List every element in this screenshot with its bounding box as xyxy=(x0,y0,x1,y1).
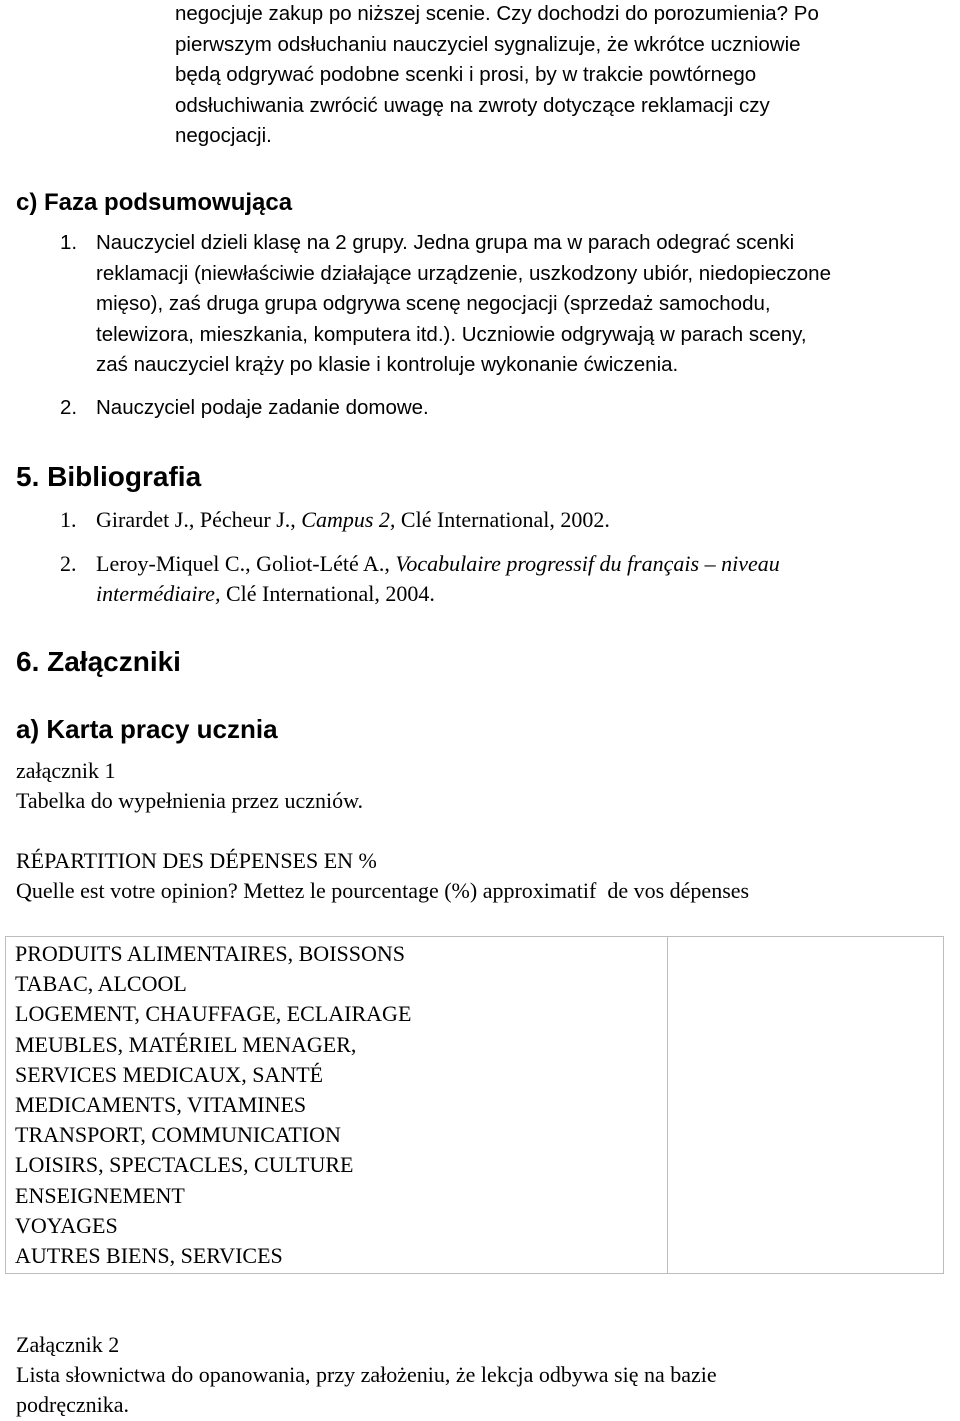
intro-line: pierwszym odsłuchaniu nauczyciel sygnalizuje, że wkrótce uczniowie xyxy=(175,32,801,56)
intro-line: będą odgrywać podobne scenki i prosi, by w trakcie powtórnego xyxy=(175,63,757,86)
percentage-input-cell[interactable] xyxy=(668,937,944,1274)
category-item: SERVICES MEDICAUX, SANTÉ xyxy=(15,1061,324,1087)
bibliography-heading: 5. Bibliografia xyxy=(16,461,202,492)
summary-item-line: mięso), zaś druga grupa odgrywa scenę negocjacji (sprzedaż samochodu, xyxy=(96,292,771,315)
category-item: VOYAGES xyxy=(15,1212,118,1238)
bib-publisher: Clé International, 2004. xyxy=(225,581,435,606)
summary-item-line: telewizora, mieszkania, komputera itd.). Uczniowie odgrywają w parach sceny, xyxy=(96,322,807,346)
bibliography-entry-cont xyxy=(96,579,960,609)
worksheet-heading: a) Karta pracy ucznia xyxy=(16,714,278,744)
category-item: MEDICAMENTS, VITAMINES xyxy=(15,1092,307,1118)
table-title: RÉPARTITION DES DÉPENSES EN % xyxy=(16,848,377,873)
attachment-2-line: Lista słownictwa do opanowania, przy założeniu, że lekcja odbywa się na bazie xyxy=(16,1362,717,1387)
bib-authors: Leroy-Miquel C., Goliot-Lété A., xyxy=(96,551,390,576)
intro-line: negocjuje zakup po niższej scenie. Czy dochodzi do porozumienia? Po xyxy=(175,2,819,25)
list-number: 2. xyxy=(60,551,77,576)
attachment-2-label: Załącznik 2 xyxy=(16,1332,120,1357)
bib-title: Vocabulaire progressif du français – niveau xyxy=(395,551,780,576)
attachments-heading: 6. Załączniki xyxy=(16,646,181,677)
intro-line: negocjacji. xyxy=(175,124,272,147)
expenses-table xyxy=(5,936,944,1274)
categories-cell xyxy=(6,937,668,1274)
summary-item-line: Nauczyciel podaje zadanie domowe. xyxy=(96,396,429,419)
category-item: TRANSPORT, COMMUNICATION xyxy=(15,1122,341,1148)
category-item: LOGEMENT, CHAUFFAGE, ECLAIRAGE xyxy=(15,1001,412,1027)
category-item: MEUBLES, MATÉRIEL MENAGER, xyxy=(15,1031,357,1057)
bib-publisher: Clé International, 2002. xyxy=(400,507,610,532)
table-row xyxy=(6,937,944,1274)
intro-paragraph xyxy=(175,0,960,152)
attachment-1-description: Tabelka do wypełnienia przez uczniów. xyxy=(16,788,364,813)
intro-line: odsłuchiwania zwrócić uwagę na zwroty dotyczące reklamacji czy xyxy=(175,93,770,117)
category-item: TABAC, ALCOOL xyxy=(15,971,187,997)
category-item: PRODUITS ALIMENTAIRES, BOISSONS xyxy=(15,941,406,966)
list-number: 2. xyxy=(60,396,78,419)
category-item: ENSEIGNEMENT xyxy=(15,1182,185,1208)
summary-item-line: zaś nauczyciel krąży po klasie i kontroluje wykonanie ćwiczenia. xyxy=(96,353,679,376)
bibliography-entry xyxy=(96,505,960,535)
attachment-1-label: załącznik 1 xyxy=(16,758,116,783)
bibliography-entry xyxy=(96,549,960,579)
list-number: 1. xyxy=(60,507,77,532)
summary-item-line: Nauczyciel dzieli klasę na 2 grupy. Jedna grupa ma w parach odegrać scenki xyxy=(96,231,795,254)
bib-authors: Girardet J., Pécheur J., xyxy=(96,507,296,532)
list-number: 1. xyxy=(60,231,78,254)
table-question: Quelle est votre opinion? Mettez le pourcentage (%) approximatif de vos dépenses xyxy=(16,878,750,903)
category-item: LOISIRS, SPECTACLES, CULTURE xyxy=(15,1152,354,1178)
bib-title-cont: intermédiaire, xyxy=(96,581,221,606)
category-item: AUTRES BIENS, SERVICES xyxy=(15,1243,283,1269)
summary-heading: c) Faza podsumowująca xyxy=(16,189,293,216)
summary-item-line: reklamacji (niewłaściwie działające urządzenie, uszkodzony ubiór, niedopieczone xyxy=(96,261,831,285)
attachment-2-description xyxy=(16,1360,956,1420)
attachment-2-line: podręcznika. xyxy=(16,1392,129,1417)
bib-title: Campus 2, xyxy=(301,507,396,532)
